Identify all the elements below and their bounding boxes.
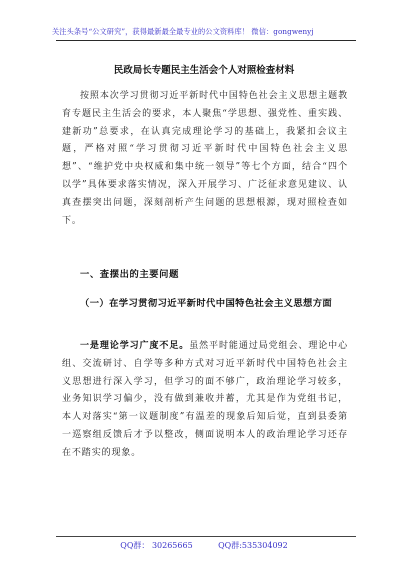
section-heading: 一、查摆出的主要问题 [80, 269, 179, 280]
point-paragraph [62, 338, 348, 463]
header-divider [56, 40, 356, 41]
point-lead: 一是理论学习广度不足。 [80, 341, 190, 351]
subsection-heading: （一）在学习贯彻习近平新时代中国特色社会主义思想方面 [80, 298, 333, 309]
footer-divider [56, 536, 356, 537]
intro-paragraph: 按照本次学习贯彻习近平新时代中国特色社会主义思想主题教育专题民主生活会的要求，本人聚焦“学思想、强党性、重实践、建新功”总要求，在认真完成理论学习的基础上，我紧扣会议主题，严格对照“学习贯彻习近平新时代中国特色社会主义思想”、“维护党中央权威和集中统一领导”等七个方面，结合“四个以学”具体要求落实情况，深入开展学习、广泛征求意见建议、认真查摆突出问题，深刻剖析产生问题的思想根源，现对照检查如下。 [62, 91, 348, 226]
footer-contacts: QQ群： 30265665 QQ群:535304092 [120, 541, 288, 550]
point-body: 虽然平时能通过局党组会、理论中心组、交流研讨、自学等多种方式对习近平新时代中国特色社会主义思想进行深入学习，但学习的面不够广，政治理论学习较多，业务知识学习偏少，没有做到兼收并蓄，尤其是作为党组书记，本人对落实“第一议题制度”有温差的现象后知后觉，直到县委第一巡察组反馈后才予以整改，侧面说明本人的政治理论学习还存在不踏实的现象。 [62, 341, 349, 458]
header-banner: 关注头条号“公文研究”，获得最新最全最专业的公文资料库！ 微信：gongwenyj [52, 27, 314, 36]
document-title: 民政局长专题民主生活会个人对照检查材料 [113, 65, 295, 76]
